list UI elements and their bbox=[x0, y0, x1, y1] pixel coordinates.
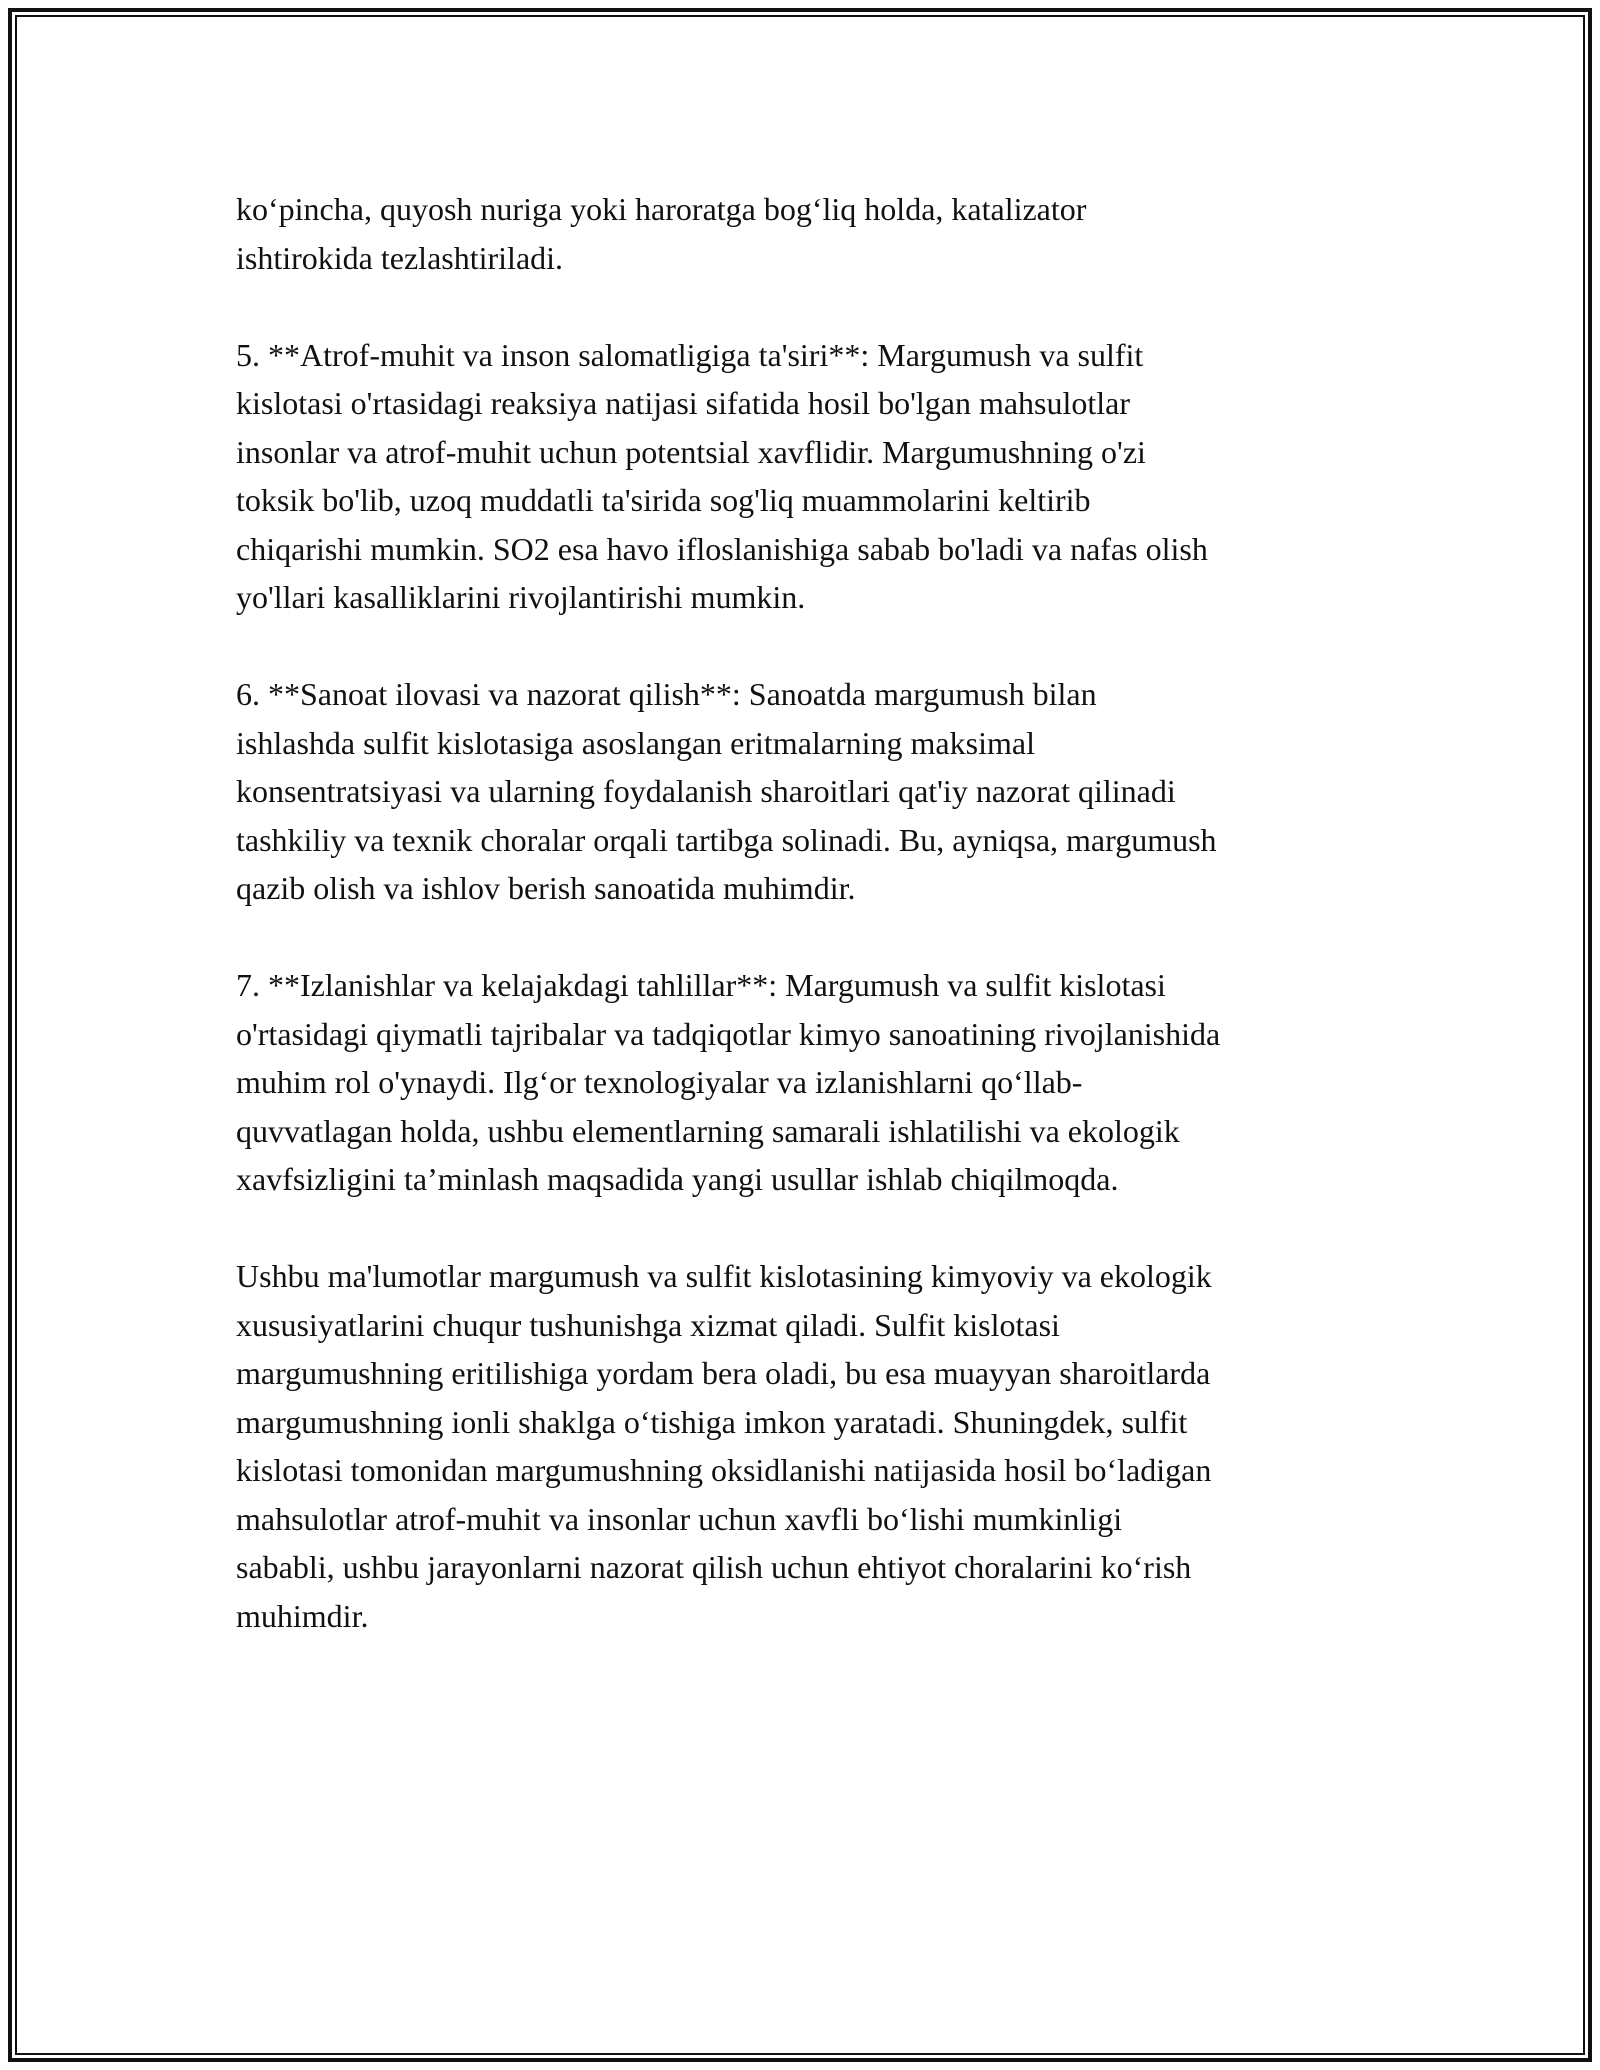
text-line: 7. **Izlanishlar va kelajakdagi tahlillar**: Margumush va sulfit kislotasi bbox=[236, 967, 1166, 1003]
text-line: insonlar va atrof-muhit uchun potentsial xavflidir. Margumushning o'zi bbox=[236, 433, 1146, 470]
text-line: Ushbu ma'lumotlar margumush va sulfit kislotasining kimyoviy va ekologik bbox=[236, 1258, 1212, 1294]
text-line: sababli, ushbu jarayonlarni nazorat qilish uchun ehtiyot choralarini ko‘rish bbox=[236, 1549, 1192, 1585]
text-line: margumushning eritilishiga yordam bera oladi, bu esa muayyan sharoitlarda bbox=[236, 1355, 1211, 1391]
text-line: margumushning ionli shaklga o‘tishiga imkon yaratadi. Shuningdek, sulfit bbox=[236, 1403, 1188, 1440]
text-line: yo'llari kasalliklarini rivojlantirishi mumkin. bbox=[236, 579, 806, 615]
text-line: 5. **Atrof-muhit va inson salomatligiga ta'siri**: Margumush va sulfit bbox=[236, 336, 1144, 373]
text-line: ishlashda sulfit kislotasiga asoslangan eritmalarning maksimal bbox=[236, 724, 1035, 761]
paragraph-gap bbox=[236, 913, 1386, 962]
text-line: o'rtasidagi qiymatli tajribalar va tadqiqotlar kimyo sanoatining rivojlanishida bbox=[236, 1015, 1221, 1052]
text-line: ishtirokida tezlashtiriladi. bbox=[236, 239, 564, 276]
paragraph-conclusion bbox=[236, 1252, 1386, 1640]
paragraph-item-7 bbox=[236, 961, 1386, 1204]
paragraph-continuation bbox=[236, 185, 1386, 282]
text-line: 6. **Sanoat ilovasi va nazorat qilish**: Sanoatda margumush bilan bbox=[236, 676, 1097, 712]
paragraph-item-6 bbox=[236, 670, 1386, 913]
text-line: mahsulotlar atrof-muhit va insonlar uchun xavfli bo‘lishi mumkinligi bbox=[236, 1500, 1123, 1537]
paragraph-gap bbox=[236, 282, 1386, 331]
text-line: ko‘pincha, quyosh nuriga yoki haroratga bog‘liq holda, katalizator bbox=[236, 191, 1087, 227]
text-line: qazib olish va ishlov berish sanoatida muhimdir. bbox=[236, 870, 856, 906]
paragraph-gap bbox=[236, 1204, 1386, 1253]
document-body bbox=[236, 185, 1386, 1640]
text-line: xususiyatlarini chuqur tushunishga xizmat qiladi. Sulfit kislotasi bbox=[236, 1306, 1060, 1343]
paragraph-gap bbox=[236, 622, 1386, 671]
text-line: toksik bo'lib, uzoq muddatli ta'sirida sog'liq muammolarini keltirib bbox=[236, 482, 1091, 518]
text-line: konsentratsiyasi va ularning foydalanish sharoitlari qat'iy nazorat qilinadi bbox=[236, 773, 1176, 809]
text-line: xavfsizligini ta’minlash maqsadida yangi usullar ishlab chiqilmoqda. bbox=[236, 1161, 1119, 1197]
text-line: chiqarishi mumkin. SO2 esa havo ifloslanishiga sabab bo'ladi va nafas olish bbox=[236, 530, 1208, 567]
text-line: kislotasi o'rtasidagi reaksiya natijasi sifatida hosil bo'lgan mahsulotlar bbox=[236, 385, 1131, 421]
paragraph-item-5 bbox=[236, 331, 1386, 622]
text-line: quvvatlagan holda, ushbu elementlarning samarali ishlatilishi va ekologik bbox=[236, 1112, 1180, 1149]
text-line: tashkiliy va texnik choralar orqali tartibga solinadi. Bu, ayniqsa, margumush bbox=[236, 821, 1217, 858]
text-line: muhim rol o'ynaydi. Ilg‘or texnologiyalar va izlanishlarni qo‘llab- bbox=[236, 1064, 1083, 1100]
text-line: kislotasi tomonidan margumushning oksidlanishi natijasida hosil bo‘ladigan bbox=[236, 1452, 1212, 1488]
text-line: muhimdir. bbox=[236, 1597, 369, 1634]
